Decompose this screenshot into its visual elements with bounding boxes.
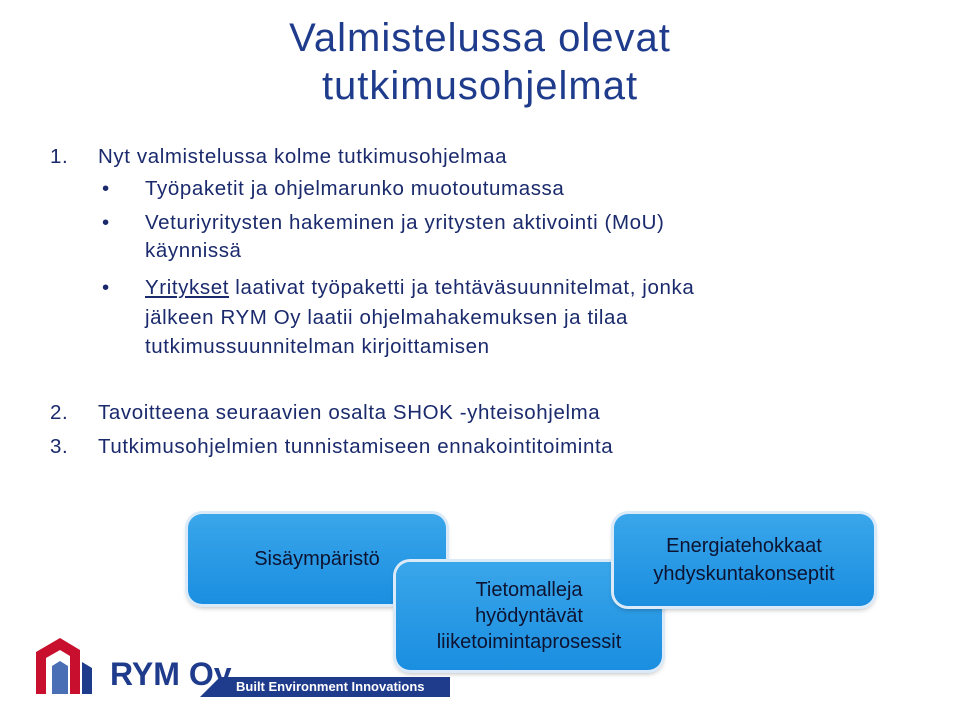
bullet-item: Työpaketit ja ohjelmarunko muotoutumassa: [145, 177, 565, 200]
list-item: Tutkimusohjelmien tunnistamiseen ennakointitoiminta: [98, 435, 614, 458]
bullet-item-continuation: käynnissä: [145, 239, 242, 262]
logo-name: RYM Oy: [110, 656, 232, 692]
slide-title: [0, 14, 960, 110]
program-box-label: Tietomalleja: [475, 579, 583, 601]
logo-tagline: Built Environment Innovations: [236, 679, 425, 694]
list-item: Nyt valmistelussa kolme tutkimusohjelmaa: [98, 145, 508, 168]
program-box-label: yhdyskuntakonseptit: [653, 563, 835, 585]
title-line-2: tutkimusohjelmat: [321, 64, 639, 108]
rym-logo: [30, 632, 450, 712]
bullet-item-continuation: tutkimussuunnitelman kirjoittamisen: [145, 335, 490, 358]
program-box-label: Energiatehokkaat: [666, 535, 822, 557]
rym-logo-mark-icon: [30, 632, 450, 712]
item-number: 1.: [50, 145, 69, 168]
bullet-item-continuation: jälkeen RYM Oy laatii ohjelmahakemuksen ja tilaa: [145, 306, 629, 329]
item-number: 2.: [50, 401, 69, 424]
item-number: 3.: [50, 435, 69, 458]
bullet-icon: •: [102, 177, 110, 200]
bullet-icon: •: [102, 276, 110, 299]
program-box-label: liiketoimintaprosessit: [436, 631, 622, 653]
bullet-item: [145, 276, 694, 300]
bullet-icon: •: [102, 211, 110, 234]
underlined-word: Yritykset: [145, 276, 229, 299]
bullet-item: Veturiyritysten hakeminen ja yritysten aktivointi (MoU): [145, 211, 665, 234]
program-box-label: hyödyntävät: [475, 605, 583, 627]
program-box-energy: [614, 514, 874, 606]
bullet-item-text: laativat työpaketti ja tehtäväsuunnitelmat, jonka: [229, 276, 695, 299]
list-item: Tavoitteena seuraavien osalta SHOK -yhteisohjelma: [98, 401, 601, 424]
title-line-1: Valmistelussa olevat: [289, 16, 671, 60]
program-box-label: Sisäympäristö: [254, 547, 380, 570]
